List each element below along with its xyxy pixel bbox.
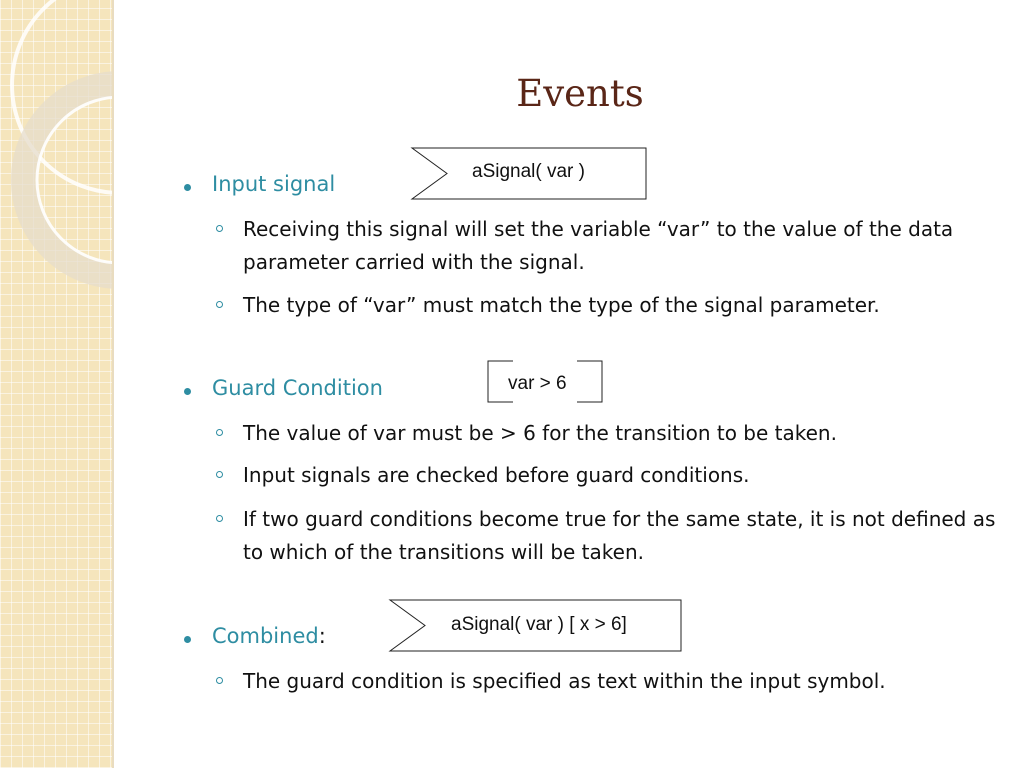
subbullet-text: Receiving this signal will set the variable “var” to the value of the data parameter carried with the signal. [243,217,954,274]
subbullet [216,459,996,492]
bullet-dot [184,184,191,191]
bullet-combined [184,624,326,648]
subbullet-ring [216,471,223,478]
subbullet [216,417,996,450]
subbullet [216,665,996,698]
guard-bracket-right [577,361,602,402]
bullet-dot [184,636,191,643]
subbullet [216,213,996,279]
heading-combined-colon: : [318,624,326,648]
subbullet-text: If two guard conditions become true for the same state, it is not defined as to which of the transitions will be taken. [243,507,996,564]
subbullet-text: The type of “var” must match the type of the signal parameter. [243,293,880,317]
subbullet-text: The value of var must be > 6 for the transition to be taken. [243,421,837,445]
heading-input-signal: Input signal [212,172,336,196]
bullet-input-signal [184,172,335,196]
symbol-text-guard: var > 6 [508,373,567,394]
subbullet-ring [216,301,223,308]
subbullet [216,503,996,569]
slide-title: Events [516,72,644,115]
subbullet-ring [216,225,223,232]
subbullet [216,289,996,322]
symbol-text-combined: aSignal( var ) [ x > 6] [451,614,627,635]
heading-combined: Combined [212,624,319,648]
subbullet-text: The guard condition is specified as text within the input symbol. [243,669,886,693]
subbullet-ring [216,515,223,522]
heading-guard-condition: Guard Condition [212,376,383,400]
symbol-text-input-signal: aSignal( var ) [472,161,585,182]
subbullet-ring [216,429,223,436]
subbullet-ring [216,677,223,684]
subbullet-text: Input signals are checked before guard conditions. [243,463,750,487]
bullet-dot [184,388,191,395]
bullet-guard-condition [184,376,383,400]
